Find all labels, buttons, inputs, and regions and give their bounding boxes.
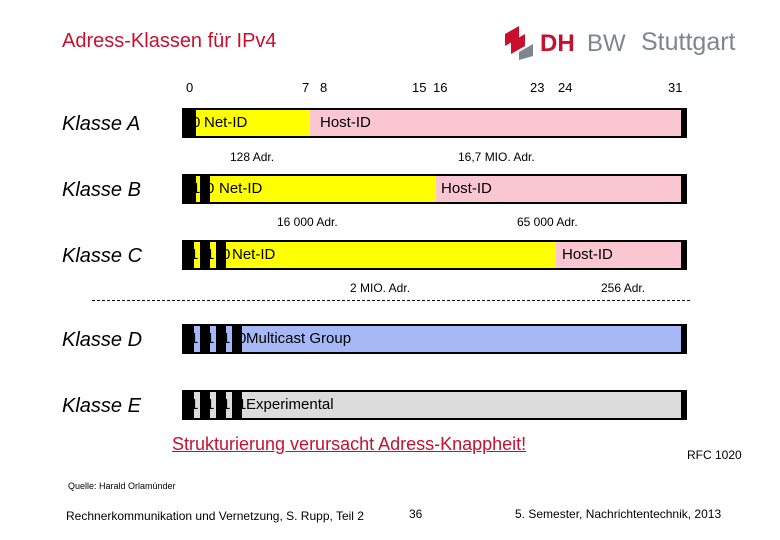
class-b-row — [182, 174, 687, 204]
prefix-bit: 0 — [222, 246, 231, 263]
prefix-bit: 1 — [190, 246, 199, 263]
dhbw-logo — [505, 24, 745, 64]
prefix-bit: 1 — [206, 246, 215, 263]
bit-label: 7 — [302, 80, 310, 95]
rfc-label: RFC 1020 — [687, 448, 742, 462]
count-label: 16,7 MIO. Adr. — [458, 150, 535, 164]
bit-label: 23 — [530, 80, 545, 95]
course-label: Rechnerkommunikation und Vernetzung, S. Rupp, Teil 2 — [66, 509, 364, 523]
source-label: Quelle: Harald Orlamünder — [68, 481, 176, 491]
class-c-row — [182, 240, 687, 270]
class-d-row — [182, 324, 687, 354]
prefix-bit: 1 — [206, 396, 215, 413]
bit-label: 15 — [412, 80, 427, 95]
row-edge — [681, 110, 685, 136]
bit-label: 24 — [558, 80, 573, 95]
bit-label: 8 — [320, 80, 328, 95]
prefix-bit: 0 — [192, 114, 201, 131]
prefix-bit: 0 — [238, 330, 247, 347]
dhbw-logo-icon — [505, 26, 535, 60]
prefix-bit: 0 — [206, 180, 215, 197]
scarcity-headline: Strukturierung verursacht Adress-Knappheit! — [172, 434, 527, 454]
row-edge — [681, 326, 685, 352]
row-edge — [681, 176, 685, 202]
prefix-bit: 1 — [238, 396, 247, 413]
prefix-bit: 1 — [222, 396, 231, 413]
count-label: 2 MIO. Adr. — [350, 281, 411, 295]
class-name: Klasse D — [62, 329, 143, 351]
logo-city-text: Stuttgart — [641, 28, 736, 56]
bit-label: 16 — [433, 80, 448, 95]
row-edge — [681, 392, 685, 418]
slide-title: Adress-Klassen für IPv4 — [62, 30, 277, 52]
count-label: 16 000 Adr. — [277, 215, 338, 229]
multicast-label: Multicast Group — [246, 330, 352, 347]
class-e-row — [182, 390, 687, 420]
row-edge — [681, 242, 685, 268]
prefix-bit: 1 — [190, 330, 199, 347]
prefix-bit: 1 — [192, 180, 201, 197]
class-name: Klasse A — [62, 113, 141, 135]
class-name: Klasse C — [62, 245, 143, 267]
host-id-label: Host-ID — [562, 246, 613, 263]
prefix-bit: 1 — [222, 330, 231, 347]
host-id-label: Host-ID — [320, 114, 371, 131]
prefix-bit: 1 — [206, 330, 215, 347]
count-label: 65 000 Adr. — [517, 215, 578, 229]
bit-label: 0 — [186, 80, 194, 95]
class-name: Klasse E — [62, 395, 141, 417]
semester-label: 5. Semester, Nachrichtentechnik, 2013 — [515, 507, 722, 521]
class-a-row — [182, 108, 687, 138]
net-id-label: Net-ID — [232, 246, 276, 263]
count-label: 128 Adr. — [230, 150, 275, 164]
prefix-bit: 1 — [190, 396, 199, 413]
experimental-label: Experimental — [246, 396, 334, 413]
class-name: Klasse B — [62, 179, 141, 201]
net-id-label: Net-ID — [204, 114, 248, 131]
logo-dh-text: DH — [540, 30, 575, 57]
net-id-label: Net-ID — [219, 180, 263, 197]
divider-line — [92, 300, 690, 301]
count-label: 256 Adr. — [601, 281, 646, 295]
bit-label: 31 — [668, 80, 683, 95]
page-number: 36 — [409, 507, 423, 521]
host-id-label: Host-ID — [441, 180, 492, 197]
logo-bw-text: BW — [587, 30, 626, 57]
